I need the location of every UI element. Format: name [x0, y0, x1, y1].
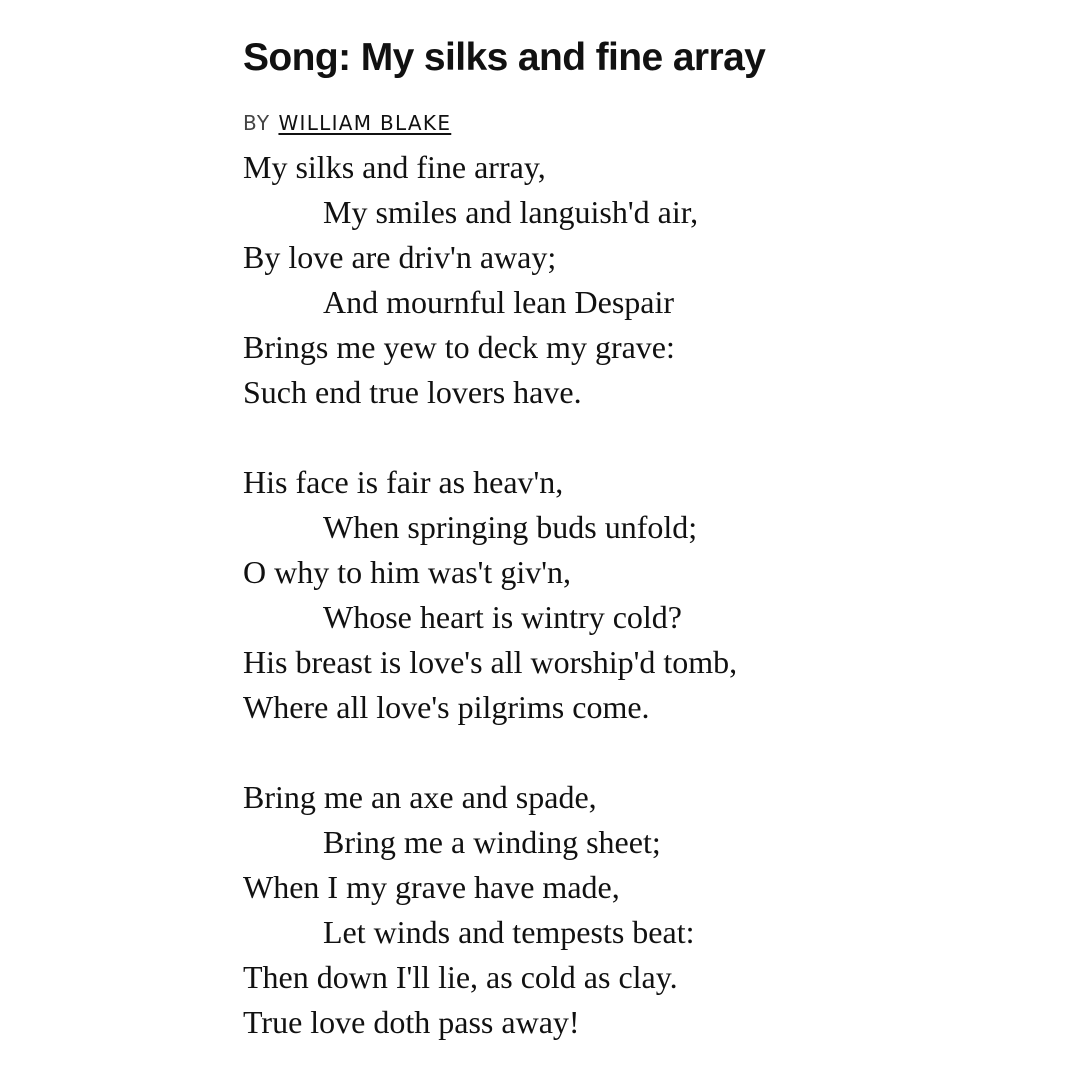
poem-line: Such end true lovers have.: [243, 374, 582, 410]
poem-line: When springing buds unfold;: [323, 509, 698, 545]
byline-label: BY: [243, 111, 271, 135]
poem-article: [243, 30, 1043, 1090]
poem-line: O why to him was't giv'n,: [243, 554, 571, 590]
poem-body: [243, 145, 1043, 1045]
poem-line: My smiles and languish'd air,: [323, 194, 699, 230]
poem-title: Song: My silks and fine array: [243, 36, 766, 79]
poem-line: And mournful lean Despair: [323, 284, 675, 320]
poem-line: Whose heart is wintry cold?: [323, 599, 682, 635]
poem-line: My silks and fine array,: [243, 149, 546, 185]
poem-line: When I my grave have made,: [243, 869, 620, 905]
poem-line: True love doth pass away!: [243, 1004, 580, 1040]
poem-line: His face is fair as heav'n,: [243, 464, 564, 500]
poem-line: Brings me yew to deck my grave:: [243, 329, 675, 365]
stanza-3: [243, 775, 1043, 1045]
poem-line: Bring me a winding sheet;: [323, 824, 661, 860]
byline: [243, 110, 1043, 136]
author-link[interactable]: WILLIAM BLAKE: [278, 111, 452, 135]
stanza-2: [243, 460, 1043, 730]
poem-line: Bring me an axe and spade,: [243, 779, 597, 815]
poem-line: Let winds and tempests beat:: [323, 914, 695, 950]
poem-line: Where all love's pilgrims come.: [243, 689, 650, 725]
stanza-1: [243, 145, 1043, 415]
poem-line: His breast is love's all worship'd tomb,: [243, 644, 738, 680]
poem-line: By love are driv'n away;: [243, 239, 557, 275]
poem-line: Then down I'll lie, as cold as clay.: [243, 959, 678, 995]
